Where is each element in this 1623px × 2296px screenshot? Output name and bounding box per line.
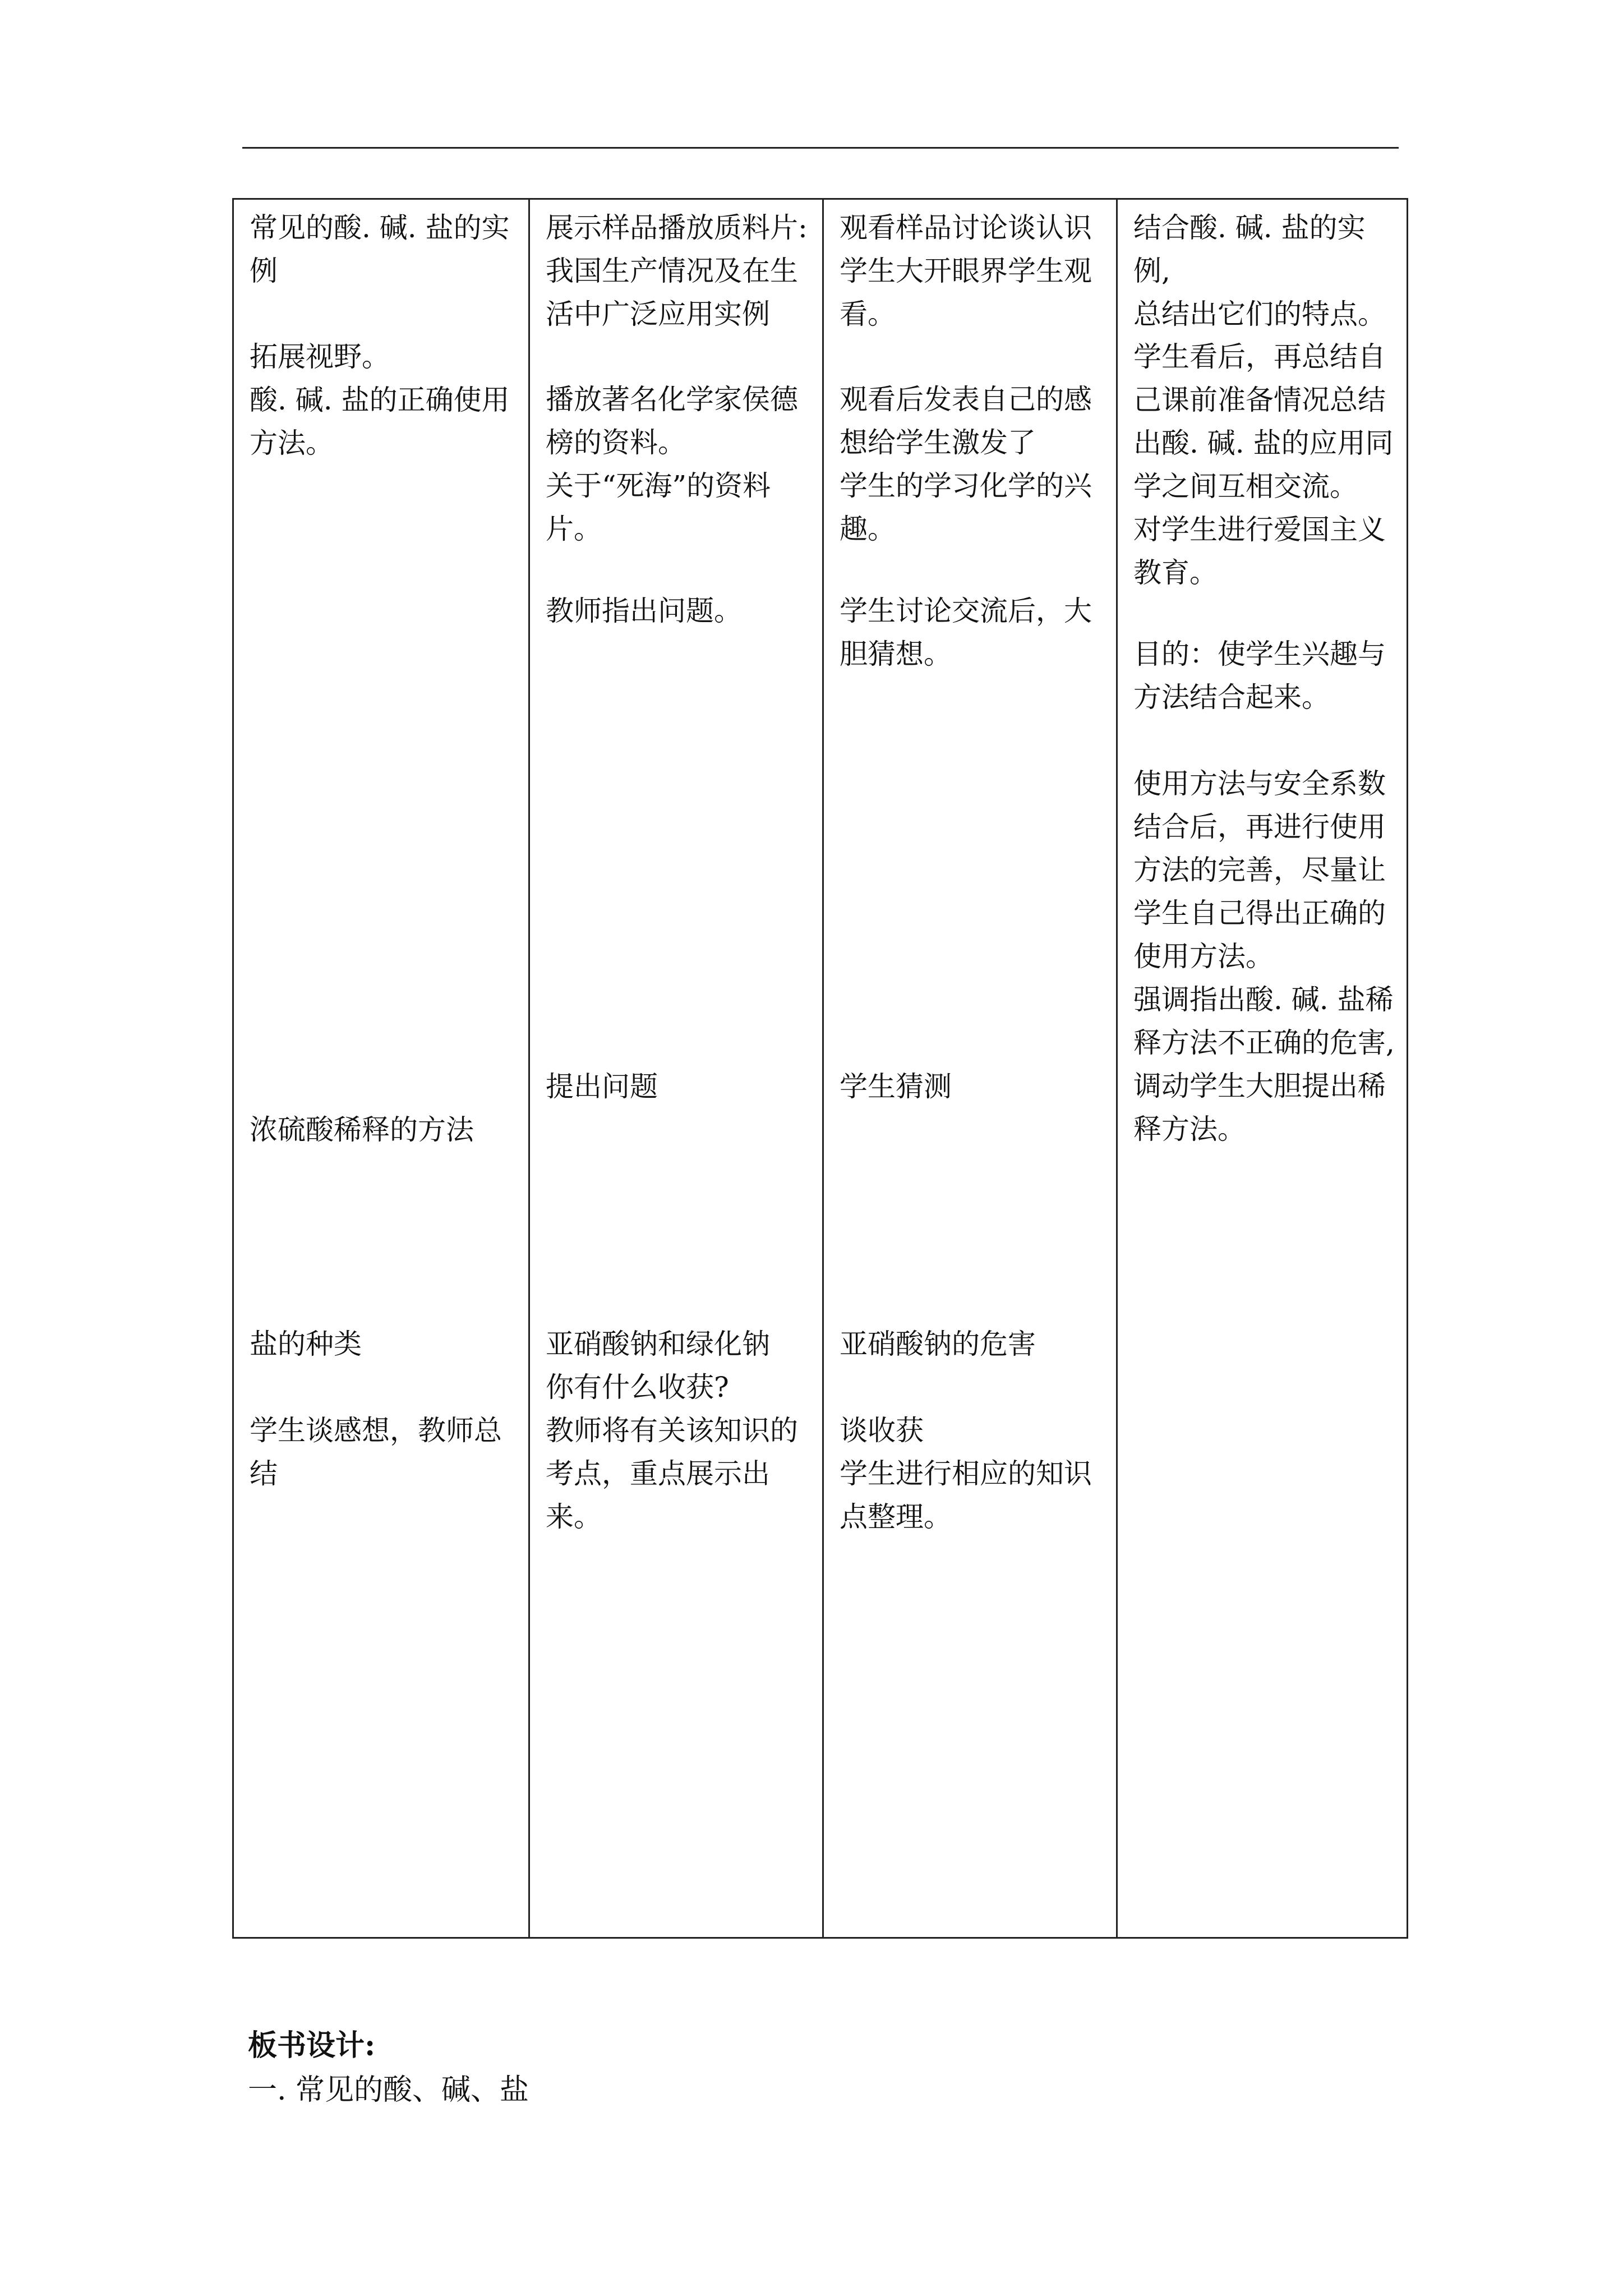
cell-text: 播放著名化学家侯德 榜的资料。 关于“死海”的资料 片。 [546,383,798,545]
cell-text: 学生讨论交流后，大 胆猜想。 [840,595,1092,670]
cell-text: 展示样品播放质料片: 我国生产情况及在生 活中广泛应用实例 [546,211,808,330]
header-rule [242,147,1399,149]
cell-text: 提出问题 [546,1070,658,1103]
board-design-line: 一. 常见的酸、碱、盐 [248,2073,529,2107]
cell-text: 学生看后，再总结自 己课前准备情况总结 出酸. 碱. 盐的应用同 学之间互相交流。 对学生进行爱国主义 教育。 [1133,341,1394,589]
cell-text: 观看样品讨论谈认识 学生大开眼界学生观 看。 [840,211,1092,330]
cell-text: 盐的种类 [250,1328,362,1360]
column-design-intent [1116,200,1410,1937]
column-student-activity [822,200,1116,1937]
cell-text: 常见的酸. 碱. 盐的实 例 [250,211,510,287]
cell-text: 亚硝酸钠的危害 [840,1328,1036,1360]
cell-text: 亚硝酸钠和绿化钠 你有什么收获? 教师将有关该知识的 考点，重点展示出来。 [546,1328,798,1533]
cell-text: 浓硫酸稀释的方法 [250,1114,474,1146]
board-design-title: 板书设计: [248,2028,376,2063]
cell-text: 使用方法与安全系数 结合后，再进行使用 方法的完善，尽量让 学生自己得出正确的 使用方法。 强调指出酸. 碱. 盐稀 释方法不正确的危害, 调动学生大胆提出稀 释方法。 [1133,767,1395,1145]
cell-text: 观看后发表自己的感 想给学生激发了 学生的学习化学的兴 趣。 [840,383,1092,545]
cell-text: 结合酸. 碱. 盐的实例, 总结出它们的特点。 [1133,211,1386,330]
cell-text: 目的：使学生兴趣与 方法结合起来。 [1133,638,1386,714]
cell-text: 学生猜测 [840,1070,952,1103]
cell-text: 拓展视野。 酸. 碱. 盐的正确使用 方法。 [250,341,510,459]
column-content [234,200,528,1937]
column-teacher-activity [528,200,822,1937]
cell-text: 学生谈感想，教师总 结 [250,1414,502,1490]
cell-text: 谈收获 学生进行相应的知识 点整理。 [840,1414,1092,1533]
cell-text: 教师指出问题。 [546,595,742,627]
lesson-plan-table [232,198,1408,1939]
